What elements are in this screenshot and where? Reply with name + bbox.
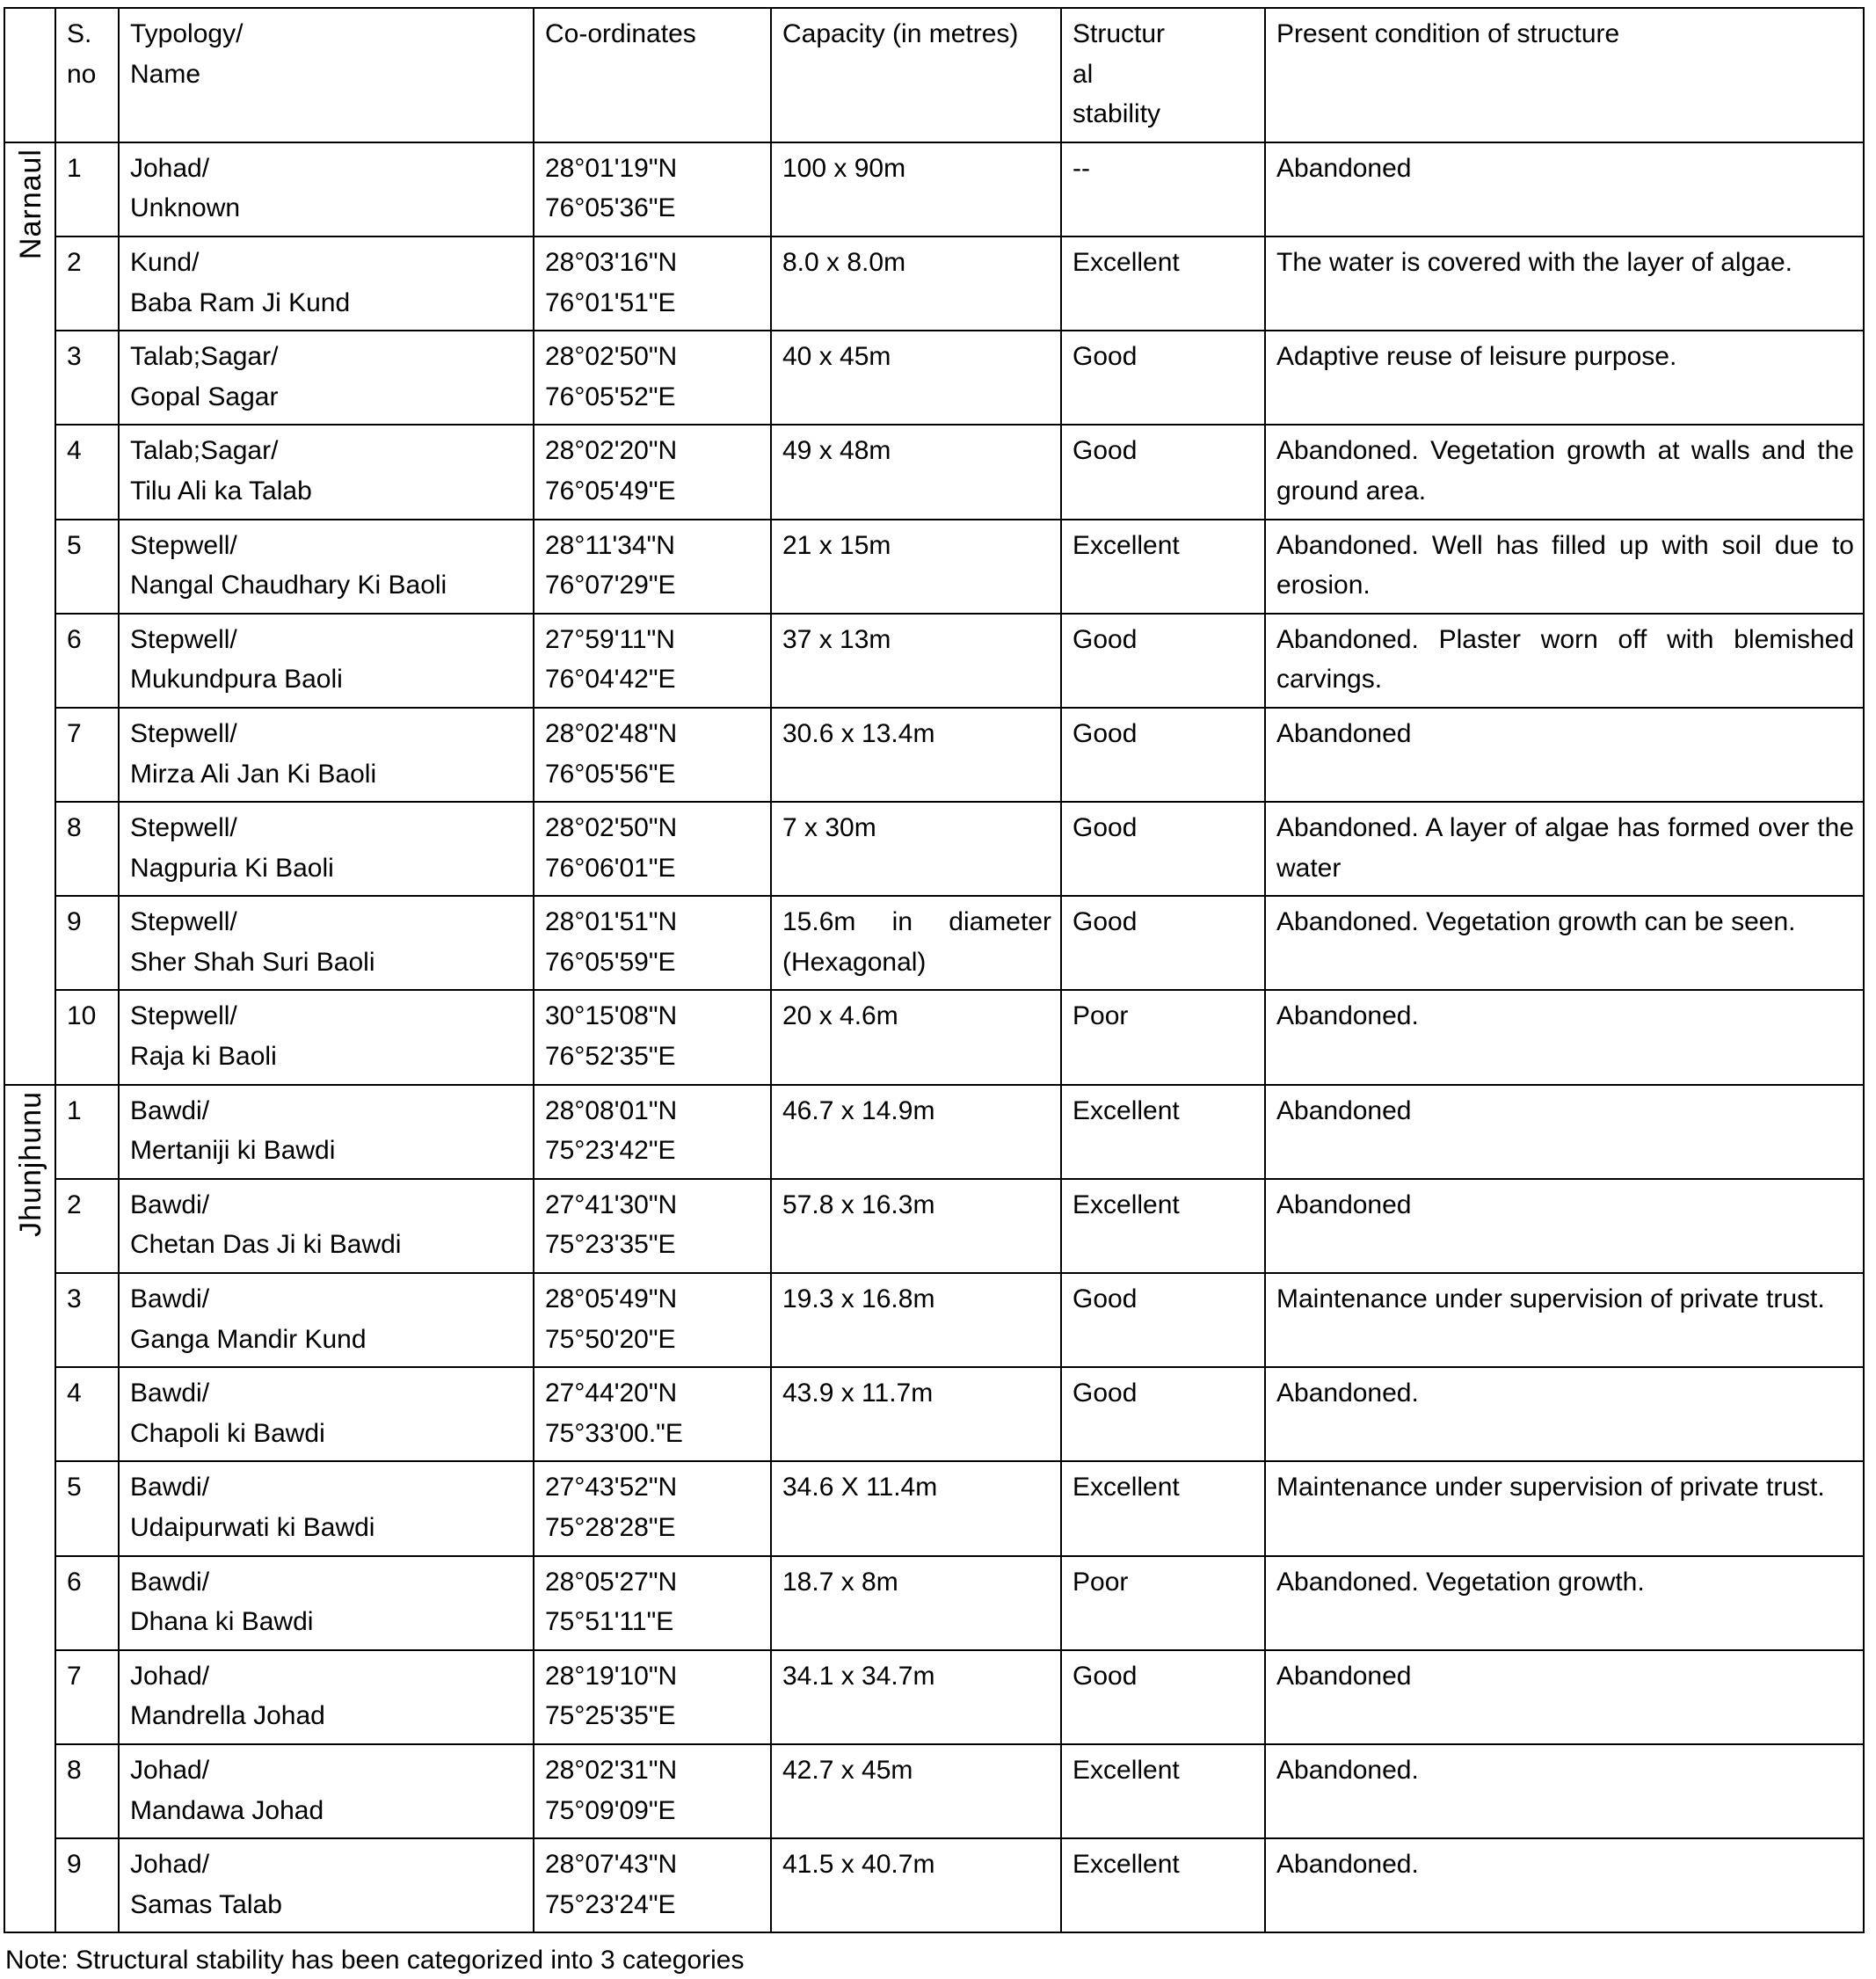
cell-structural-stability: Good xyxy=(1061,1273,1265,1367)
cell-coordinates xyxy=(534,520,771,614)
cell-structural-stability: Excellent xyxy=(1061,1085,1265,1179)
region-header-spacer xyxy=(4,8,55,142)
column-header-capacity xyxy=(771,8,1061,142)
cell-coordinates-line-1: 28°01'51"N xyxy=(545,907,678,937)
cell-typology-name xyxy=(119,896,534,990)
cell-coordinates-line-1: 28°02'50"N xyxy=(545,342,678,372)
cell-sno xyxy=(55,1273,119,1367)
cell-sno xyxy=(55,142,119,236)
document-page xyxy=(0,7,1876,1975)
cell-sno-line-1: 9 xyxy=(67,907,82,937)
cell-sno xyxy=(55,1367,119,1461)
cell-sno-line-1: 3 xyxy=(67,342,82,372)
cell-typology-name-line-1: Bawdi/ xyxy=(130,1379,210,1408)
cell-coordinates-line-2: 76°01'51"E xyxy=(545,287,676,317)
table-note: Note: Structural stability has been categorized into 3 categories xyxy=(5,1946,745,1975)
cell-typology-name-line-2: Baba Ram Ji Kund xyxy=(130,287,351,317)
cell-coordinates xyxy=(534,1650,771,1744)
cell-capacity: 41.5 x 40.7m xyxy=(771,1838,1061,1932)
cell-typology-name-line-1: Stepwell/ xyxy=(130,813,237,843)
cell-typology-name xyxy=(119,1273,534,1367)
cell-present-condition: Abandoned. Vegetation growth can be seen. xyxy=(1265,896,1864,990)
cell-present-condition: Abandoned. Vegetation growth at walls and the ground area. xyxy=(1265,425,1864,519)
cell-sno-line-1: 8 xyxy=(67,1755,82,1785)
cell-sno xyxy=(55,236,119,331)
cell-structural-stability: Good xyxy=(1061,331,1265,425)
cell-typology-name xyxy=(119,142,534,236)
cell-coordinates xyxy=(534,1367,771,1461)
cell-coordinates-line-2: 75°51'11"E xyxy=(545,1607,674,1637)
cell-capacity: 34.6 X 11.4m xyxy=(771,1461,1061,1555)
cell-typology-name-line-1: Johad/ xyxy=(130,1850,210,1880)
cell-coordinates xyxy=(534,1461,771,1555)
cell-typology-name-line-2: Mukundpura Baoli xyxy=(130,665,343,695)
cell-structural-stability: Good xyxy=(1061,896,1265,990)
table-row xyxy=(4,802,1864,896)
cell-sno xyxy=(55,1085,119,1179)
table-row xyxy=(4,142,1864,236)
cell-typology-name xyxy=(119,1085,534,1179)
cell-structural-stability: Good xyxy=(1061,1650,1265,1744)
table-row xyxy=(4,520,1864,614)
cell-present-condition: Maintenance under supervision of private trust. xyxy=(1265,1461,1864,1555)
cell-present-condition: Abandoned. xyxy=(1265,990,1864,1084)
cell-coordinates-line-1: 28°05'27"N xyxy=(545,1567,678,1597)
table-row xyxy=(4,1838,1864,1932)
cell-sno-line-1: 2 xyxy=(67,1190,82,1219)
cell-structural-stability: -- xyxy=(1061,142,1265,236)
cell-capacity: 21 x 15m xyxy=(771,520,1061,614)
cell-typology-name xyxy=(119,990,534,1084)
column-header-sno-line-2: no xyxy=(67,59,97,89)
cell-sno-line-1: 4 xyxy=(67,436,82,466)
cell-capacity: 100 x 90m xyxy=(771,142,1061,236)
cell-typology-name-line-2: Unknown xyxy=(130,193,241,223)
cell-sno-line-1: 10 xyxy=(67,1001,97,1031)
cell-coordinates xyxy=(534,708,771,802)
cell-sno-line-1: 6 xyxy=(67,624,82,654)
table-row xyxy=(4,614,1864,708)
column-header-structural-stability-line-2: al xyxy=(1073,59,1094,89)
cell-coordinates xyxy=(534,236,771,331)
column-header-typology-name xyxy=(119,8,534,142)
cell-coordinates xyxy=(534,425,771,519)
column-header-coordinates xyxy=(534,8,771,142)
table-row xyxy=(4,708,1864,802)
cell-typology-name xyxy=(119,1556,534,1650)
cell-structural-stability: Excellent xyxy=(1061,1461,1265,1555)
column-header-present-condition-line-1: Present condition of structure xyxy=(1276,19,1620,48)
cell-coordinates-line-1: 28°02'48"N xyxy=(545,718,678,748)
table-row xyxy=(4,896,1864,990)
cell-structural-stability: Good xyxy=(1061,425,1265,519)
cell-typology-name-line-2: Mirza Ali Jan Ki Baoli xyxy=(130,759,377,789)
cell-sno xyxy=(55,1744,119,1838)
table-row xyxy=(4,990,1864,1084)
cell-capacity: 7 x 30m xyxy=(771,802,1061,896)
cell-typology-name-line-1: Stepwell/ xyxy=(130,624,237,654)
cell-present-condition: Abandoned xyxy=(1265,142,1864,236)
cell-typology-name-line-1: Johad/ xyxy=(130,153,210,183)
cell-typology-name-line-1: Kund/ xyxy=(130,247,200,277)
cell-structural-stability: Excellent xyxy=(1061,1179,1265,1273)
cell-structural-stability: Good xyxy=(1061,708,1265,802)
cell-typology-name xyxy=(119,802,534,896)
cell-coordinates xyxy=(534,331,771,425)
cell-sno xyxy=(55,802,119,896)
table-header-row xyxy=(4,8,1864,142)
cell-sno-line-1: 1 xyxy=(67,1095,82,1125)
cell-coordinates xyxy=(534,1273,771,1367)
table-row xyxy=(4,1273,1864,1367)
cell-coordinates-line-2: 75°23'24"E xyxy=(545,1889,676,1919)
cell-typology-name-line-2: Nagpuria Ki Baoli xyxy=(130,853,334,883)
cell-sno-line-1: 5 xyxy=(67,1473,82,1502)
cell-capacity: 46.7 x 14.9m xyxy=(771,1085,1061,1179)
cell-coordinates-line-1: 28°02'50"N xyxy=(545,813,678,843)
cell-coordinates-line-2: 75°09'09"E xyxy=(545,1795,676,1825)
cell-typology-name-line-2: Sher Shah Suri Baoli xyxy=(130,947,375,977)
cell-capacity: 15.6m in diameter (Hexagonal) xyxy=(771,896,1061,990)
cell-present-condition: Abandoned. xyxy=(1265,1838,1864,1932)
cell-typology-name-line-2: Nangal Chaudhary Ki Baoli xyxy=(130,571,447,600)
cell-typology-name xyxy=(119,520,534,614)
cell-typology-name-line-2: Chapoli ki Bawdi xyxy=(130,1418,325,1448)
column-header-structural-stability-line-3: stability xyxy=(1073,99,1161,129)
cell-sno xyxy=(55,425,119,519)
cell-capacity: 34.1 x 34.7m xyxy=(771,1650,1061,1744)
cell-coordinates-line-1: 28°01'19"N xyxy=(545,153,678,183)
cell-coordinates-line-1: 27°43'52"N xyxy=(545,1473,678,1502)
cell-coordinates xyxy=(534,142,771,236)
cell-sno xyxy=(55,1838,119,1932)
cell-typology-name-line-2: Mertaniji ki Bawdi xyxy=(130,1136,336,1166)
cell-capacity: 43.9 x 11.7m xyxy=(771,1367,1061,1461)
cell-coordinates-line-2: 75°28'28"E xyxy=(545,1513,676,1542)
cell-capacity: 19.3 x 16.8m xyxy=(771,1273,1061,1367)
table-row xyxy=(4,331,1864,425)
cell-present-condition: Abandoned. xyxy=(1265,1744,1864,1838)
cell-coordinates-line-1: 28°02'20"N xyxy=(545,436,678,466)
cell-present-condition: Abandoned. Well has filled up with soil due to erosion. xyxy=(1265,520,1864,614)
cell-coordinates-line-2: 75°50'20"E xyxy=(545,1324,676,1354)
cell-sno-line-1: 3 xyxy=(67,1284,82,1314)
cell-sno-line-1: 7 xyxy=(67,718,82,748)
cell-coordinates-line-2: 76°05'36"E xyxy=(545,193,676,223)
cell-structural-stability: Poor xyxy=(1061,1556,1265,1650)
cell-typology-name-line-1: Johad/ xyxy=(130,1755,210,1785)
cell-sno-line-1: 6 xyxy=(67,1567,82,1597)
cell-structural-stability: Excellent xyxy=(1061,236,1265,331)
cell-structural-stability: Good xyxy=(1061,1367,1265,1461)
cell-coordinates-line-1: 28°08'01"N xyxy=(545,1095,678,1125)
cell-coordinates-line-2: 76°06'01"E xyxy=(545,853,676,883)
cell-capacity: 42.7 x 45m xyxy=(771,1744,1061,1838)
cell-typology-name-line-2: Mandawa Johad xyxy=(130,1795,324,1825)
column-header-sno xyxy=(55,8,119,142)
cell-present-condition: Abandoned xyxy=(1265,1179,1864,1273)
cell-coordinates xyxy=(534,802,771,896)
cell-typology-name xyxy=(119,1367,534,1461)
cell-sno xyxy=(55,331,119,425)
column-header-sno-line-1: S. xyxy=(67,19,92,48)
cell-coordinates xyxy=(534,614,771,708)
cell-coordinates-line-1: 28°02'31"N xyxy=(545,1755,678,1785)
cell-sno xyxy=(55,1650,119,1744)
cell-typology-name xyxy=(119,236,534,331)
cell-typology-name-line-1: Stepwell/ xyxy=(130,718,237,748)
cell-present-condition: Abandoned xyxy=(1265,1650,1864,1744)
column-header-coordinates-line-1: Co-ordinates xyxy=(545,19,696,48)
cell-typology-name-line-1: Bawdi/ xyxy=(130,1190,210,1219)
table-row xyxy=(4,1650,1864,1744)
table-row xyxy=(4,236,1864,331)
cell-present-condition: The water is covered with the layer of algae. xyxy=(1265,236,1864,331)
cell-coordinates-line-2: 75°25'35"E xyxy=(545,1701,676,1731)
cell-coordinates xyxy=(534,1556,771,1650)
cell-typology-name-line-1: Stepwell/ xyxy=(130,907,237,937)
cell-capacity: 8.0 x 8.0m xyxy=(771,236,1061,331)
cell-coordinates-line-1: 30°15'08"N xyxy=(545,1001,678,1031)
cell-coordinates-line-2: 75°23'42"E xyxy=(545,1136,676,1166)
cell-present-condition: Abandoned. xyxy=(1265,1367,1864,1461)
cell-typology-name-line-1: Johad/ xyxy=(130,1661,210,1691)
cell-capacity: 57.8 x 16.3m xyxy=(771,1179,1061,1273)
cell-coordinates-line-2: 76°52'35"E xyxy=(545,1042,676,1072)
cell-present-condition: Abandoned. A layer of algae has formed over the water xyxy=(1265,802,1864,896)
cell-coordinates-line-1: 28°05'49"N xyxy=(545,1284,678,1314)
cell-typology-name-line-1: Bawdi/ xyxy=(130,1473,210,1502)
cell-coordinates-line-2: 76°05'59"E xyxy=(545,947,676,977)
table-row xyxy=(4,1461,1864,1555)
cell-coordinates-line-2: 76°04'42"E xyxy=(545,665,676,695)
cell-coordinates-line-1: 28°07'43"N xyxy=(545,1850,678,1880)
cell-typology-name xyxy=(119,331,534,425)
cell-typology-name-line-1: Talab;Sagar/ xyxy=(130,436,279,466)
cell-sno xyxy=(55,990,119,1084)
water-structures-table xyxy=(4,7,1865,1933)
cell-typology-name-line-1: Bawdi/ xyxy=(130,1567,210,1597)
cell-capacity: 30.6 x 13.4m xyxy=(771,708,1061,802)
cell-typology-name-line-2: Chetan Das Ji ki Bawdi xyxy=(130,1230,402,1260)
cell-capacity: 40 x 45m xyxy=(771,331,1061,425)
cell-typology-name-line-1: Bawdi/ xyxy=(130,1095,210,1125)
cell-typology-name-line-2: Samas Talab xyxy=(130,1889,282,1919)
cell-present-condition: Abandoned. Vegetation growth. xyxy=(1265,1556,1864,1650)
cell-present-condition: Abandoned xyxy=(1265,708,1864,802)
cell-sno-line-1: 1 xyxy=(67,153,82,183)
cell-coordinates xyxy=(534,1179,771,1273)
cell-capacity: 37 x 13m xyxy=(771,614,1061,708)
cell-coordinates-line-1: 28°03'16"N xyxy=(545,247,678,277)
column-header-structural-stability-line-1: Structur xyxy=(1073,19,1166,48)
column-header-capacity-line-1: Capacity (in metres) xyxy=(782,19,1019,48)
cell-coordinates-line-1: 28°19'10"N xyxy=(545,1661,678,1691)
cell-sno xyxy=(55,614,119,708)
cell-typology-name xyxy=(119,425,534,519)
cell-typology-name-line-2: Ganga Mandir Kund xyxy=(130,1324,367,1354)
cell-typology-name-line-2: Raja ki Baoli xyxy=(130,1042,277,1072)
cell-sno xyxy=(55,896,119,990)
cell-typology-name xyxy=(119,1744,534,1838)
region-label-cell xyxy=(4,142,55,1085)
cell-coordinates-line-1: 27°44'20"N xyxy=(545,1379,678,1408)
cell-structural-stability: Good xyxy=(1061,802,1265,896)
cell-coordinates xyxy=(534,1744,771,1838)
table-row xyxy=(4,1085,1864,1179)
column-header-present-condition xyxy=(1265,8,1864,142)
column-header-typology-name-line-2: Name xyxy=(130,59,201,89)
cell-coordinates xyxy=(534,896,771,990)
cell-coordinates-line-1: 27°59'11"N xyxy=(545,624,675,654)
cell-coordinates xyxy=(534,1838,771,1932)
cell-typology-name-line-2: Dhana ki Bawdi xyxy=(130,1607,314,1637)
cell-typology-name xyxy=(119,708,534,802)
cell-coordinates-line-2: 76°05'56"E xyxy=(545,759,676,789)
cell-structural-stability: Excellent xyxy=(1061,1744,1265,1838)
cell-sno xyxy=(55,1461,119,1555)
cell-coordinates-line-2: 75°23'35"E xyxy=(545,1230,676,1260)
cell-coordinates xyxy=(534,1085,771,1179)
column-header-typology-name-line-1: Typology/ xyxy=(130,19,244,48)
cell-structural-stability: Excellent xyxy=(1061,520,1265,614)
cell-structural-stability: Poor xyxy=(1061,990,1265,1084)
table-row xyxy=(4,1744,1864,1838)
cell-sno-line-1: 2 xyxy=(67,247,82,277)
cell-typology-name xyxy=(119,1650,534,1744)
cell-present-condition: Abandoned xyxy=(1265,1085,1864,1179)
table-row xyxy=(4,1179,1864,1273)
cell-typology-name xyxy=(119,614,534,708)
table-row xyxy=(4,1367,1864,1461)
cell-typology-name-line-1: Talab;Sagar/ xyxy=(130,342,279,372)
cell-sno xyxy=(55,708,119,802)
cell-typology-name-line-1: Stepwell/ xyxy=(130,530,237,560)
cell-typology-name-line-2: Tilu Ali ka Talab xyxy=(130,476,312,506)
table-row xyxy=(4,425,1864,519)
cell-typology-name-line-2: Mandrella Johad xyxy=(130,1701,325,1731)
cell-sno-line-1: 4 xyxy=(67,1379,82,1408)
cell-sno-line-1: 7 xyxy=(67,1661,82,1691)
cell-typology-name-line-1: Stepwell/ xyxy=(130,1001,237,1031)
cell-sno-line-1: 9 xyxy=(67,1850,82,1880)
cell-present-condition: Abandoned. Plaster worn off with blemished carvings. xyxy=(1265,614,1864,708)
cell-sno xyxy=(55,520,119,614)
cell-typology-name xyxy=(119,1179,534,1273)
cell-typology-name-line-2: Udaipurwati ki Bawdi xyxy=(130,1513,375,1542)
cell-typology-name xyxy=(119,1838,534,1932)
region-label-cell xyxy=(4,1085,55,1933)
cell-typology-name xyxy=(119,1461,534,1555)
region-label: Narnaul xyxy=(14,148,47,259)
cell-coordinates-line-2: 76°05'52"E xyxy=(545,382,676,411)
table-row xyxy=(4,1556,1864,1650)
cell-sno xyxy=(55,1179,119,1273)
cell-sno-line-1: 5 xyxy=(67,530,82,560)
cell-structural-stability: Good xyxy=(1061,614,1265,708)
cell-coordinates-line-2: 76°05'49"E xyxy=(545,476,676,506)
cell-structural-stability: Excellent xyxy=(1061,1838,1265,1932)
cell-capacity: 49 x 48m xyxy=(771,425,1061,519)
cell-typology-name-line-2: Gopal Sagar xyxy=(130,382,279,411)
cell-coordinates-line-1: 27°41'30"N xyxy=(545,1190,678,1219)
region-label: Jhunjhunu xyxy=(14,1090,47,1237)
cell-coordinates-line-2: 76°07'29"E xyxy=(545,571,676,600)
cell-present-condition: Maintenance under supervision of private trust. xyxy=(1265,1273,1864,1367)
cell-coordinates-line-2: 75°33'00."E xyxy=(545,1418,683,1448)
cell-sno-line-1: 8 xyxy=(67,813,82,843)
cell-coordinates xyxy=(534,990,771,1084)
cell-sno xyxy=(55,1556,119,1650)
cell-present-condition: Adaptive reuse of leisure purpose. xyxy=(1265,331,1864,425)
cell-coordinates-line-1: 28°11'34"N xyxy=(545,530,675,560)
cell-capacity: 20 x 4.6m xyxy=(771,990,1061,1084)
column-header-structural-stability xyxy=(1061,8,1265,142)
cell-capacity: 18.7 x 8m xyxy=(771,1556,1061,1650)
cell-typology-name-line-1: Bawdi/ xyxy=(130,1284,210,1314)
